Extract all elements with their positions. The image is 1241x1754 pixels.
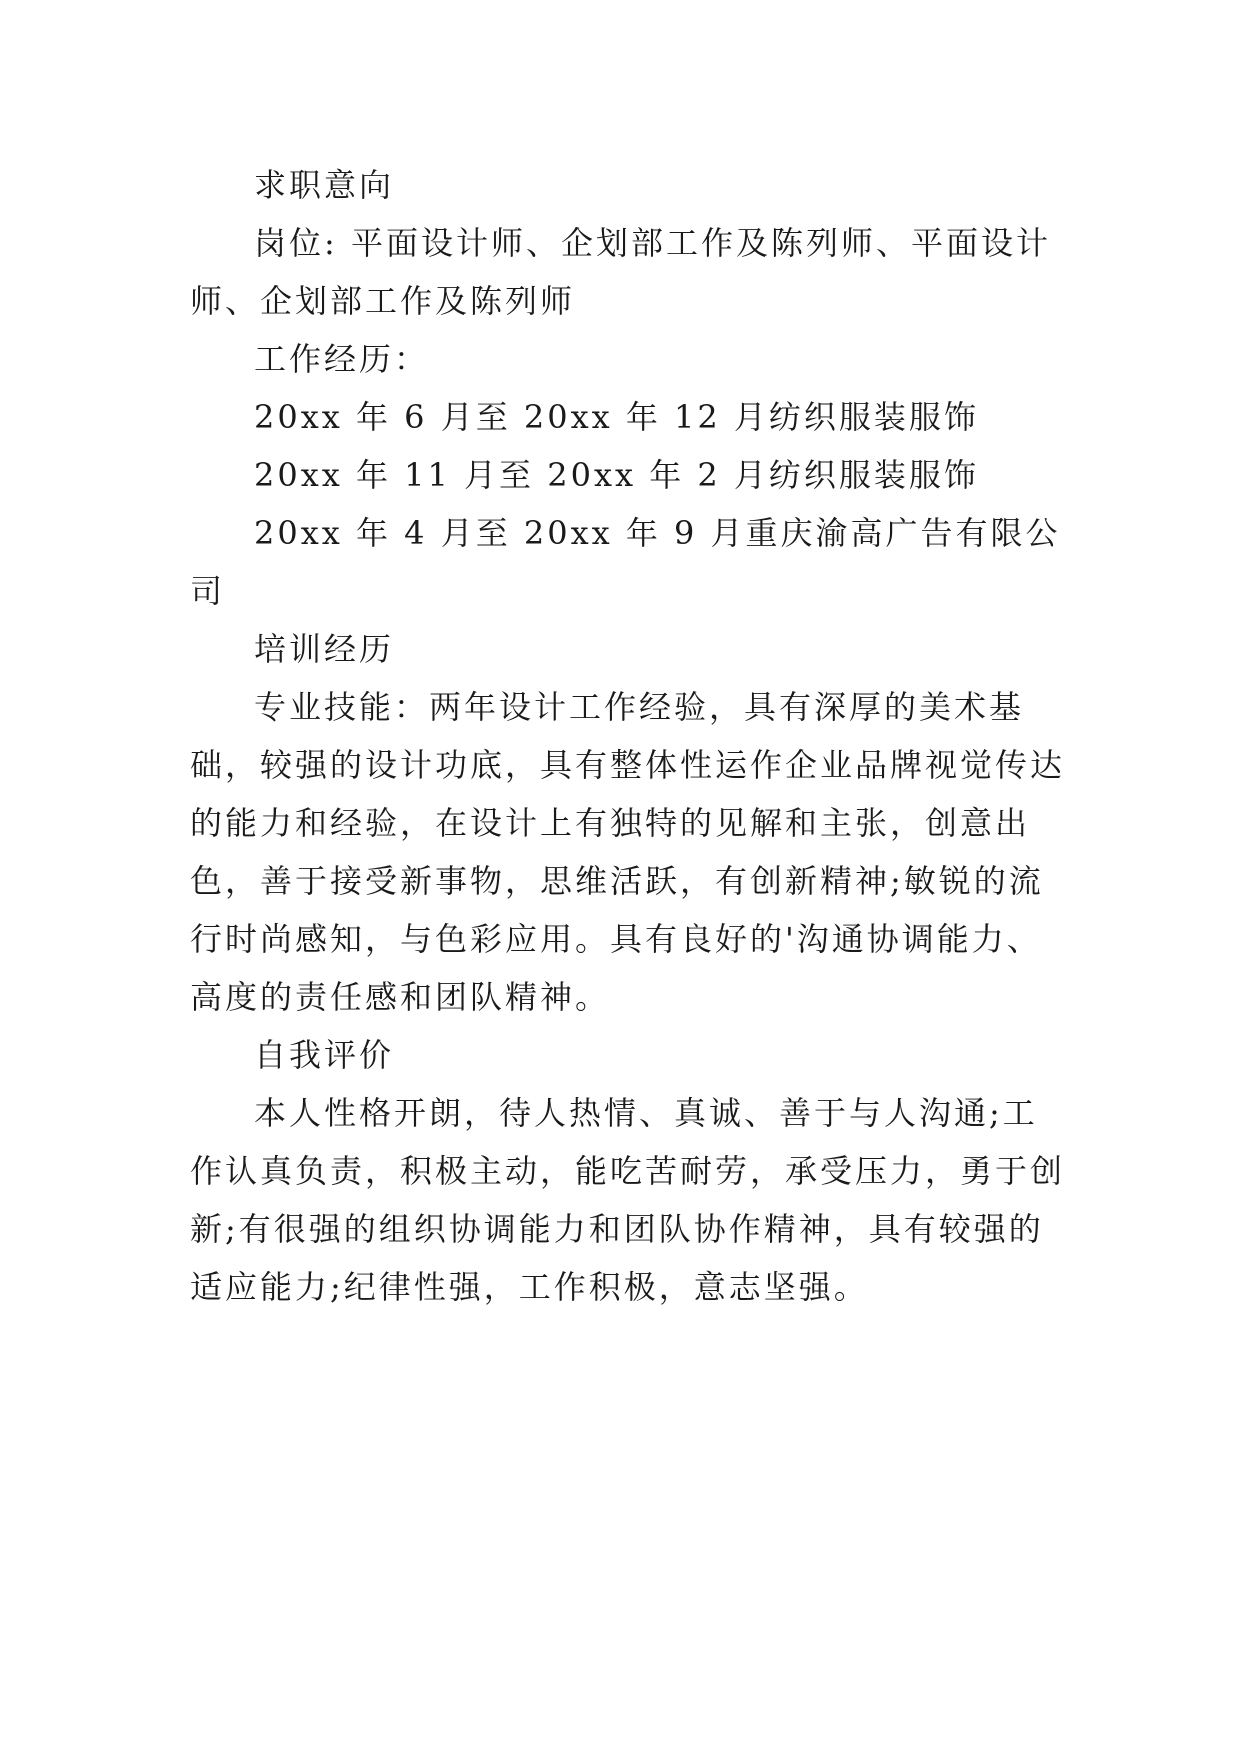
heading-training: 培训经历 (254, 630, 395, 668)
self-evaluation-paragraph: 本人性格开朗，待人热情、真诚、善于与人沟通;工作认真负责，积极主动，能吃苦耐劳，承受压力，勇于创新;有很强的组织协调能力和团队协作精神，具有较强的适应能力;纪律性强，工作积极，意志坚强。 (190, 1094, 1066, 1306)
skills-paragraph: 专业技能：两年设计工作经验，具有深厚的美术基础，较强的设计功底，具有整体性运作企业品牌视觉传达的能力和经验，在设计上有独特的见解和主张，创意出色，善于接受新事物，思维活跃，有创新精神;敏锐的流行时尚感知，与色彩应用。具有良好的'沟通协调能力、高度的责任感和团队精神。 (190, 688, 1066, 1016)
position-line: 岗位: 平面设计师、企划部工作及陈列师、平面设计师、企划部工作及陈列师 (190, 224, 1051, 320)
work-experience-item: 20xx 年 6 月至 20xx 年 12 月纺织服装服饰 (254, 398, 979, 436)
heading-job-intention: 求职意向 (254, 166, 395, 204)
work-experience-item: 20xx 年 11 月至 20xx 年 2 月纺织服装服饰 (254, 456, 979, 494)
heading-work-experience: 工作经历： (254, 340, 430, 378)
work-experience-item: 20xx 年 4 月至 20xx 年 9 月重庆渝高广告有限公司 (190, 514, 1061, 610)
document-body (190, 156, 1070, 1316)
heading-self-evaluation: 自我评价 (254, 1036, 395, 1074)
